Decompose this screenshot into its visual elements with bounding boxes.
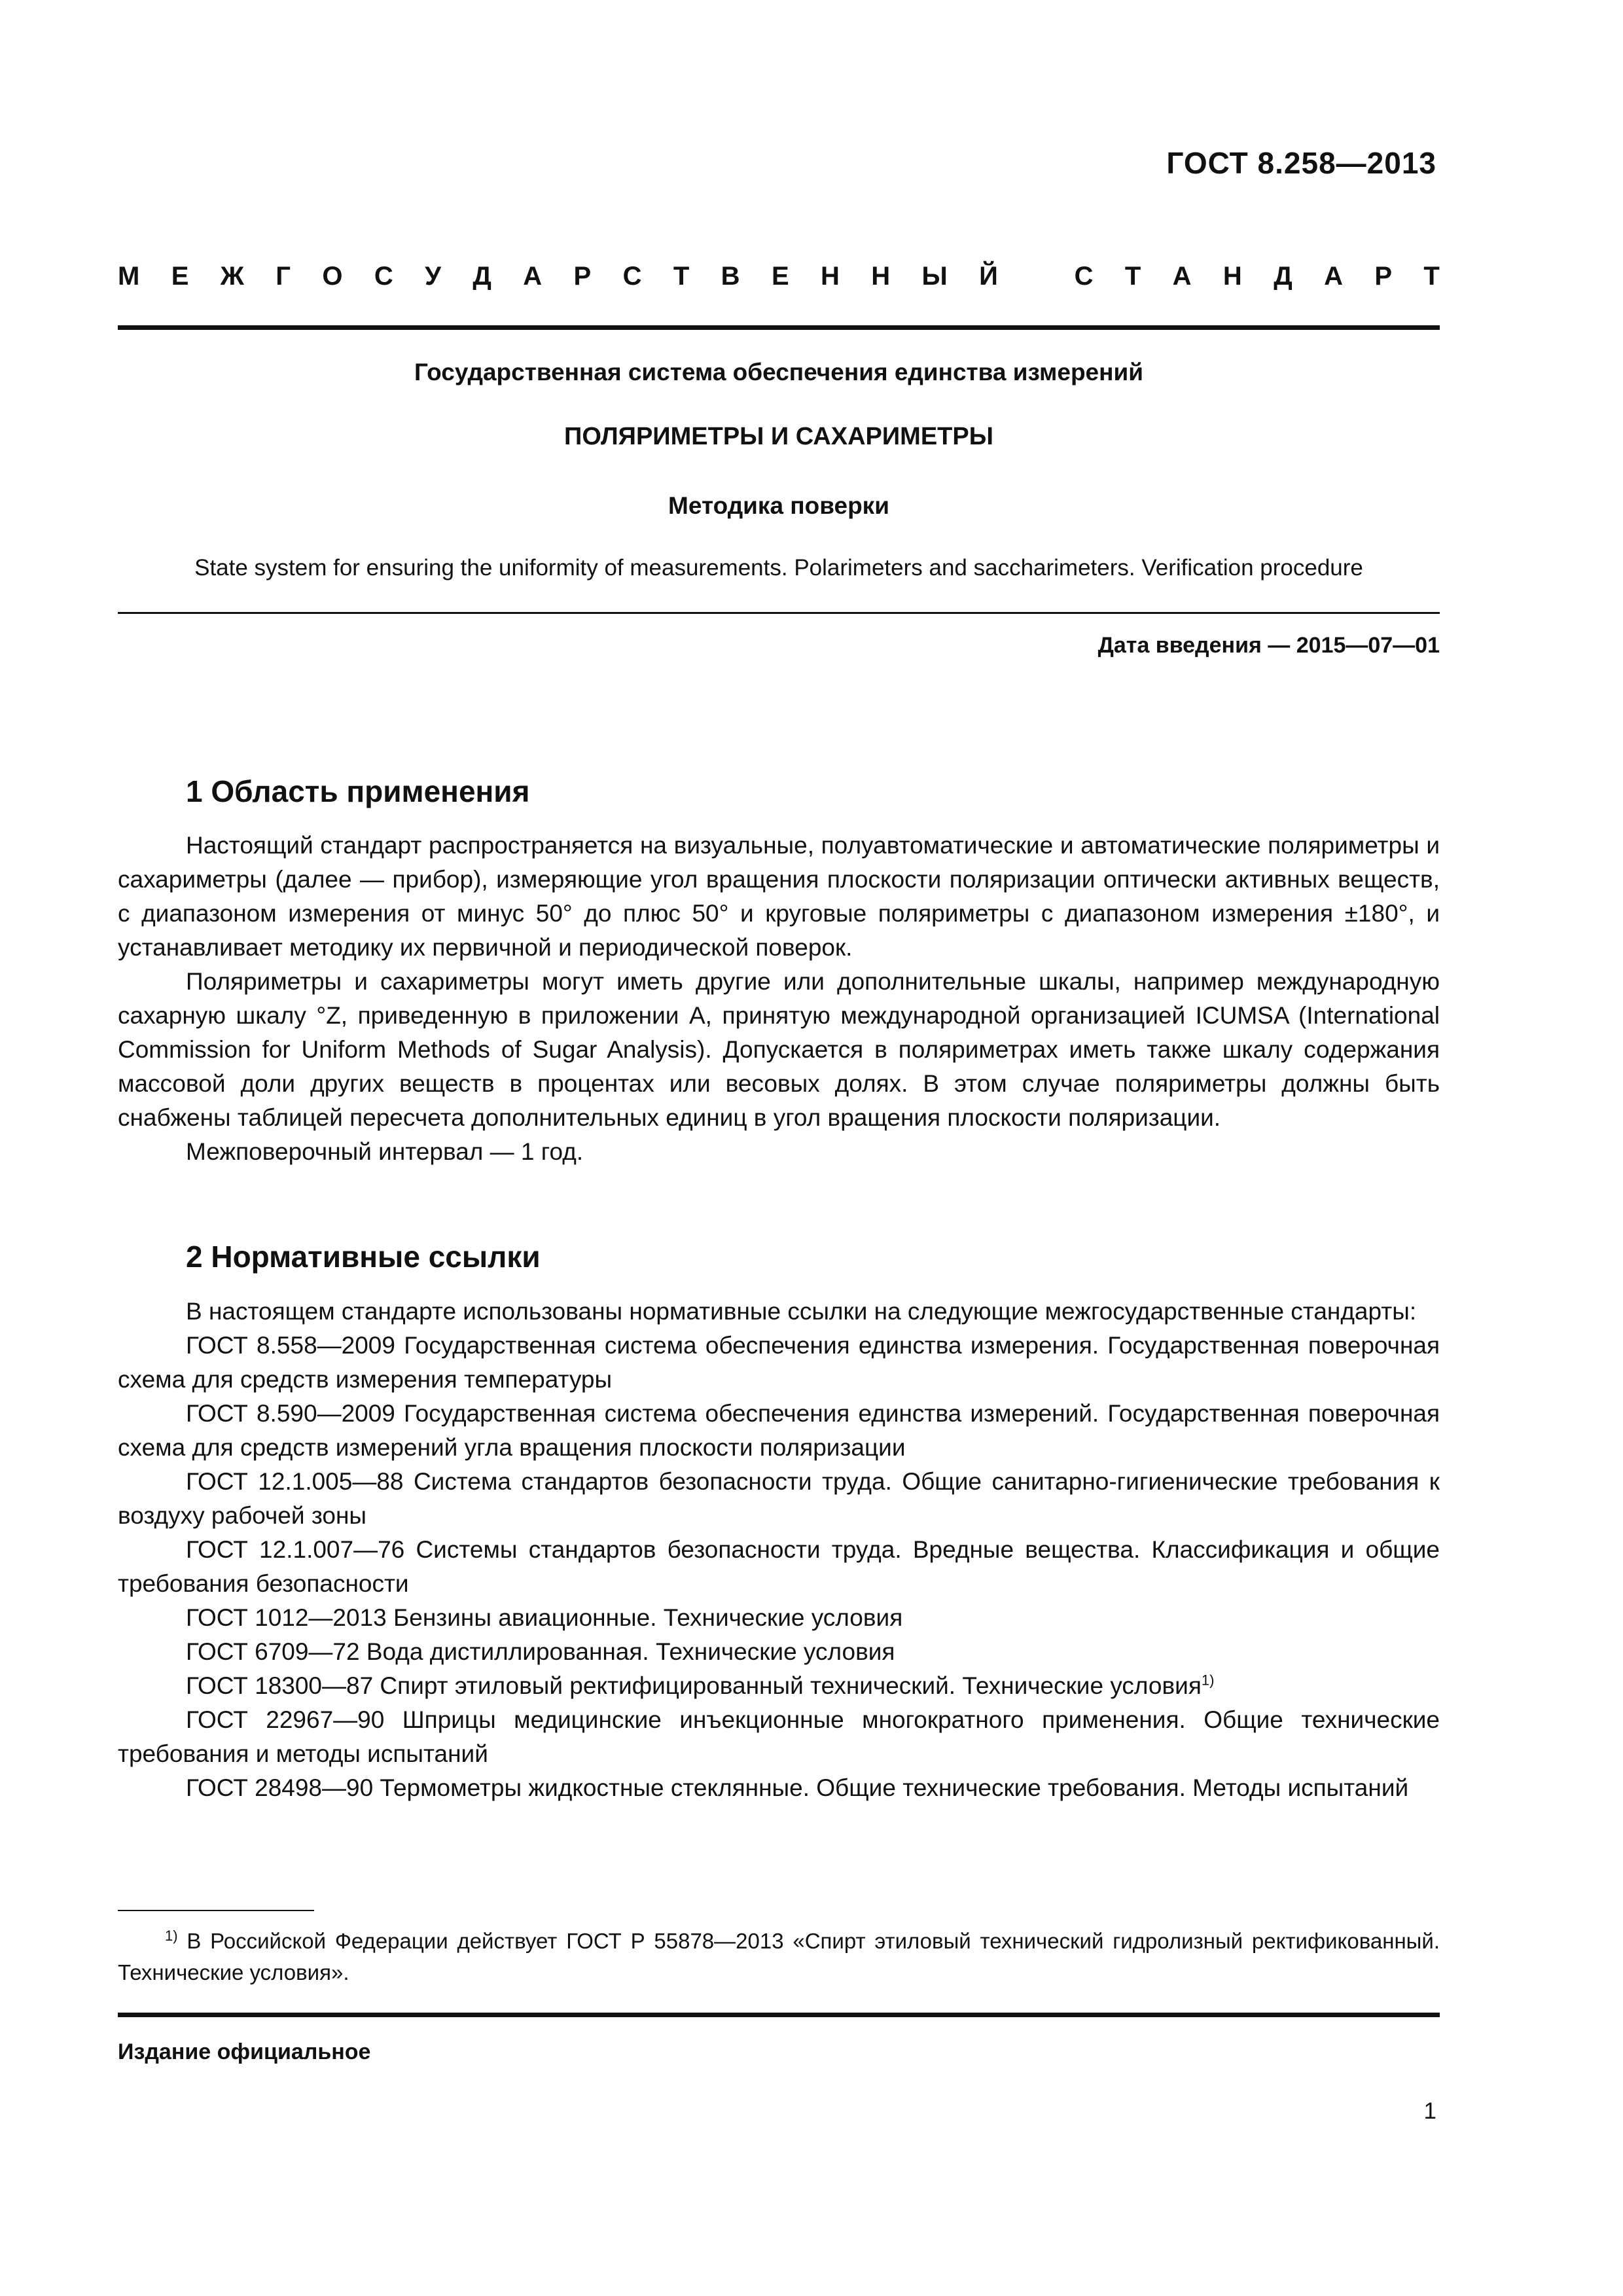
section-1-paragraph: Межповерочный интервал — 1 год. [186, 1138, 584, 1165]
banner-letter: Т [673, 262, 690, 291]
title-rule [118, 612, 1440, 614]
english-title: State system for ensuring the uniformity of measurements. Polarimeters and saccharimeters. Verification procedure [194, 555, 1363, 581]
edition-label: Издание официальное [118, 2039, 371, 2064]
banner-letter: Т [1423, 262, 1440, 291]
footnote [118, 1926, 1440, 1988]
banner-letter: Й [979, 262, 998, 291]
banner-letter: Д [473, 262, 491, 291]
footnote-marker: 1) [165, 1928, 178, 1944]
banner-letter: А [523, 262, 543, 291]
section-2-body [118, 1295, 1440, 1805]
banner-letter: С [374, 262, 393, 291]
banner-letter: Д [1274, 262, 1293, 291]
standard-designation: ГОСТ 8.258—2013 [1166, 146, 1436, 180]
banner-letter: Ы [921, 262, 948, 291]
banner-letter: Р [1374, 262, 1393, 291]
section-1-paragraph: Поляриметры и сахариметры могут иметь другие или дополнительные шкалы, например международную сахарную шкалу °Z, приведенную в приложении А, принятую международной организацией ICUMSA (International Commission for Uniform Methods of Sugar Analysis). Допускается в поляриметрах иметь также шкалу содержания массовой доли других веществ в процентах или весовых долях. В этом случае поляриметры должны быть снабжены таблицей пересчета дополнительных единиц в угол вращения плоскости поляризации. [118, 968, 1440, 1131]
banner-letter: А [1172, 262, 1192, 291]
footer-rule [118, 2013, 1440, 2017]
banner-letter: А [1324, 262, 1343, 291]
reference-item: ГОСТ 8.558—2009 Государственная система обеспечения единства измерения. Государственная поверочная схема для средств измерения температуры [118, 1332, 1440, 1393]
document-subtitle: Методика поверки [668, 492, 889, 519]
section-2-heading: 2 Нормативные ссылки [186, 1240, 541, 1274]
banner-letter: Н [821, 262, 840, 291]
section-2-intro: В настоящем стандарте использованы нормативные ссылки на следующие межгосударственные стандарты: [186, 1298, 1417, 1325]
footnote-text: В Российской Федерации действует ГОСТ Р 55878—2013 «Спирт этиловый технический гидролизный ректификованный. Технические условия». [118, 1929, 1440, 1984]
page-number: 1 [1423, 2098, 1436, 2124]
reference-item: ГОСТ 12.1.007—76 Системы стандартов безопасности труда. Вредные вещества. Классификация и общие требования безопасности [118, 1536, 1440, 1597]
banner-letter: С [1074, 262, 1094, 291]
banner-letter: Ж [220, 262, 244, 291]
banner-letter: Р [573, 262, 592, 291]
section-1-heading: 1 Область применения [186, 774, 530, 808]
banner-letter: С [622, 262, 642, 291]
reference-text: ГОСТ 18300—87 Спирт этиловый ректифицированный технический. Технические условия [186, 1672, 1202, 1699]
footnote-reference-marker[interactable]: 1) [1201, 1672, 1215, 1689]
banner-letter: Е [771, 262, 789, 291]
introduction-date: Дата введения — 2015—07—01 [1097, 633, 1440, 658]
banner-letter: Н [871, 262, 891, 291]
header-rule [118, 325, 1440, 330]
document-title: ПОЛЯРИМЕТРЫ И САХАРИМЕТРЫ [564, 423, 993, 450]
banner-letter: Е [171, 262, 189, 291]
banner-letter: Т [1124, 262, 1141, 291]
banner-letter: М [118, 262, 140, 291]
banner-letter: О [322, 262, 343, 291]
standard-type-banner [118, 262, 1440, 291]
reference-item: ГОСТ 22967—90 Шприцы медицинские инъекционные многократного применения. Общие технические требования и методы испытаний [118, 1706, 1440, 1767]
section-1-paragraph: Настоящий стандарт распространяется на визуальные, полуавтоматические и автоматические поляриметры и сахариметры (далее — прибор), измеряющие угол вращения плоскости поляризации оптически активных веществ, с диапазоном измерения от минус 50° до плюс 50° и круговые поляриметры с диапазоном измерения ±180°, и устанавливает методику их первичной и периодической поверок. [118, 832, 1440, 961]
section-1-body [118, 829, 1440, 1169]
reference-item: ГОСТ 6709—72 Вода дистиллированная. Технические условия [186, 1638, 895, 1665]
reference-item: ГОСТ 28498—90 Термометры жидкостные стеклянные. Общие технические требования. Методы испытаний [186, 1774, 1409, 1801]
banner-letter: Г [276, 262, 291, 291]
reference-item: ГОСТ 12.1.005—88 Система стандартов безопасности труда. Общие санитарно-гигиенические требования к воздуху рабочей зоны [118, 1468, 1440, 1529]
reference-item-with-footnote [118, 1669, 1440, 1703]
footnote-separator [118, 1910, 314, 1911]
banner-letter: У [425, 262, 442, 291]
system-title: Государственная система обеспечения единства измерений [414, 359, 1143, 386]
banner-letter: В [721, 262, 740, 291]
reference-item: ГОСТ 8.590—2009 Государственная система обеспечения единства измерений. Государственная поверочная схема для средств измерений угла вращения плоскости поляризации [118, 1400, 1440, 1461]
banner-word-gap [1029, 262, 1043, 291]
banner-letter: Н [1222, 262, 1242, 291]
reference-item: ГОСТ 1012—2013 Бензины авиационные. Технические условия [186, 1604, 903, 1631]
